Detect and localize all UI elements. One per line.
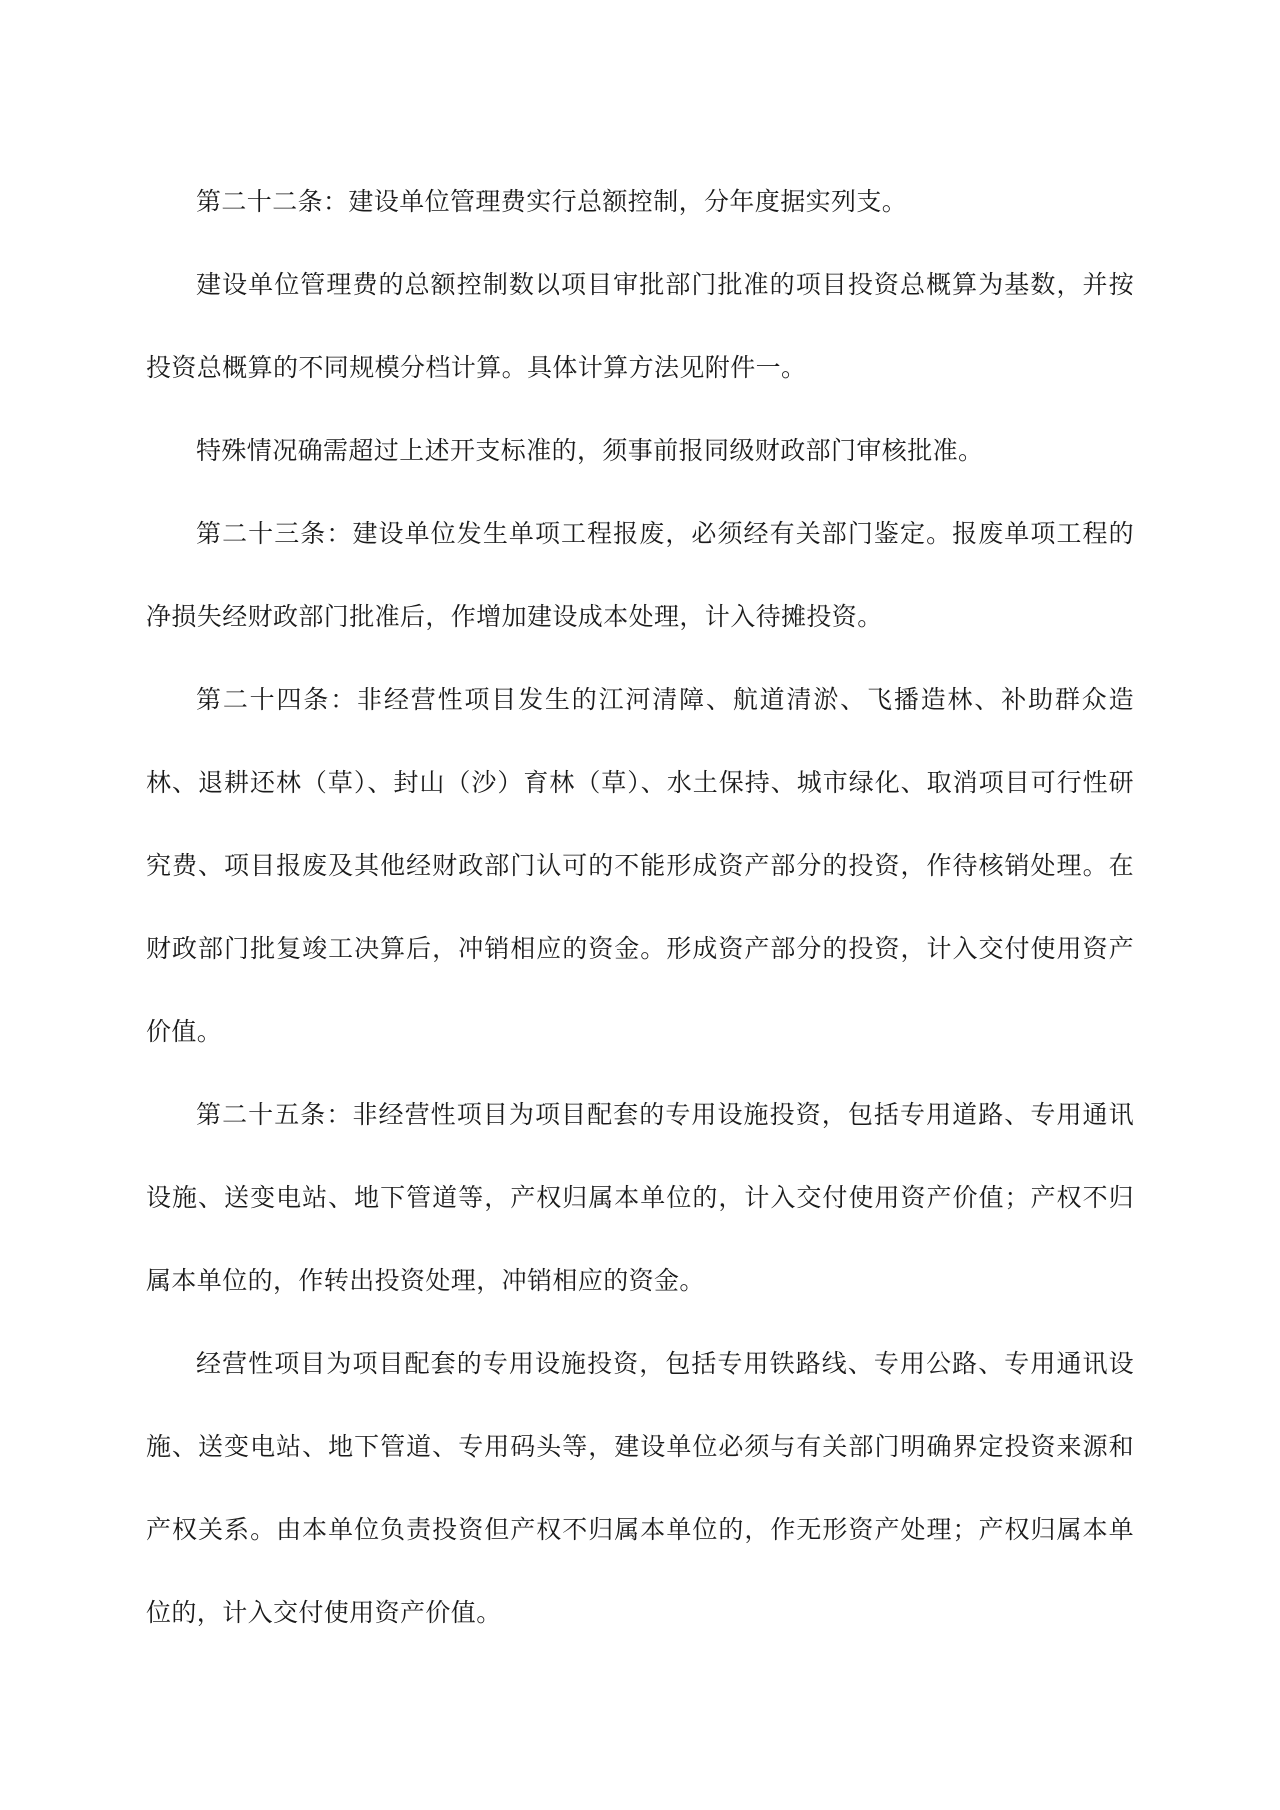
paragraph-operating-projects: 经营性项目为项目配套的专用设施投资，包括专用铁路线、专用公路、专用通讯设施、送变电站、地下管道、专用码头等，建设单位必须与有关部门明确界定投资来源和产权关系。由本单位负责投资但产权不归属本单位的，作无形资产处理；产权归属本单位的，计入交付使用资产价值。 bbox=[146, 1349, 1134, 1627]
paragraph-article-25: 第二十五条：非经营性项目为项目配套的专用设施投资，包括专用道路、专用通讯设施、送变电站、地下管道等，产权归属本单位的，计入交付使用资产价值；产权不归属本单位的，作转出投资处理，冲销相应的资金。 bbox=[146, 1100, 1134, 1295]
document-body bbox=[146, 160, 1134, 1654]
paragraph-article-23: 第二十三条：建设单位发生单项工程报废，必须经有关部门鉴定。报废单项工程的净损失经财政部门批准后，作增加建设成本处理，计入待摊投资。 bbox=[146, 519, 1134, 631]
paragraph-article-24: 第二十四条：非经营性项目发生的江河清障、航道清淤、飞播造林、补助群众造林、退耕还林（草）、封山（沙）育林（草）、水土保持、城市绿化、取消项目可行性研究费、项目报废及其他经财政部门认可的不能形成资产部分的投资，作待核销处理。在财政部门批复竣工决算后，冲销相应的资金。形成资产部分的投资，计入交付使用资产价值。 bbox=[146, 685, 1134, 1046]
paragraph-article-22: 第二十二条：建设单位管理费实行总额控制，分年度据实列支。 bbox=[196, 187, 908, 216]
paragraph-special-cases: 特殊情况确需超过上述开支标准的，须事前报同级财政部门审核批准。 bbox=[196, 436, 984, 465]
paragraph-management-fee-base: 建设单位管理费的总额控制数以项目审批部门批准的项目投资总概算为基数，并按投资总概算的不同规模分档计算。具体计算方法见附件一。 bbox=[146, 270, 1134, 382]
